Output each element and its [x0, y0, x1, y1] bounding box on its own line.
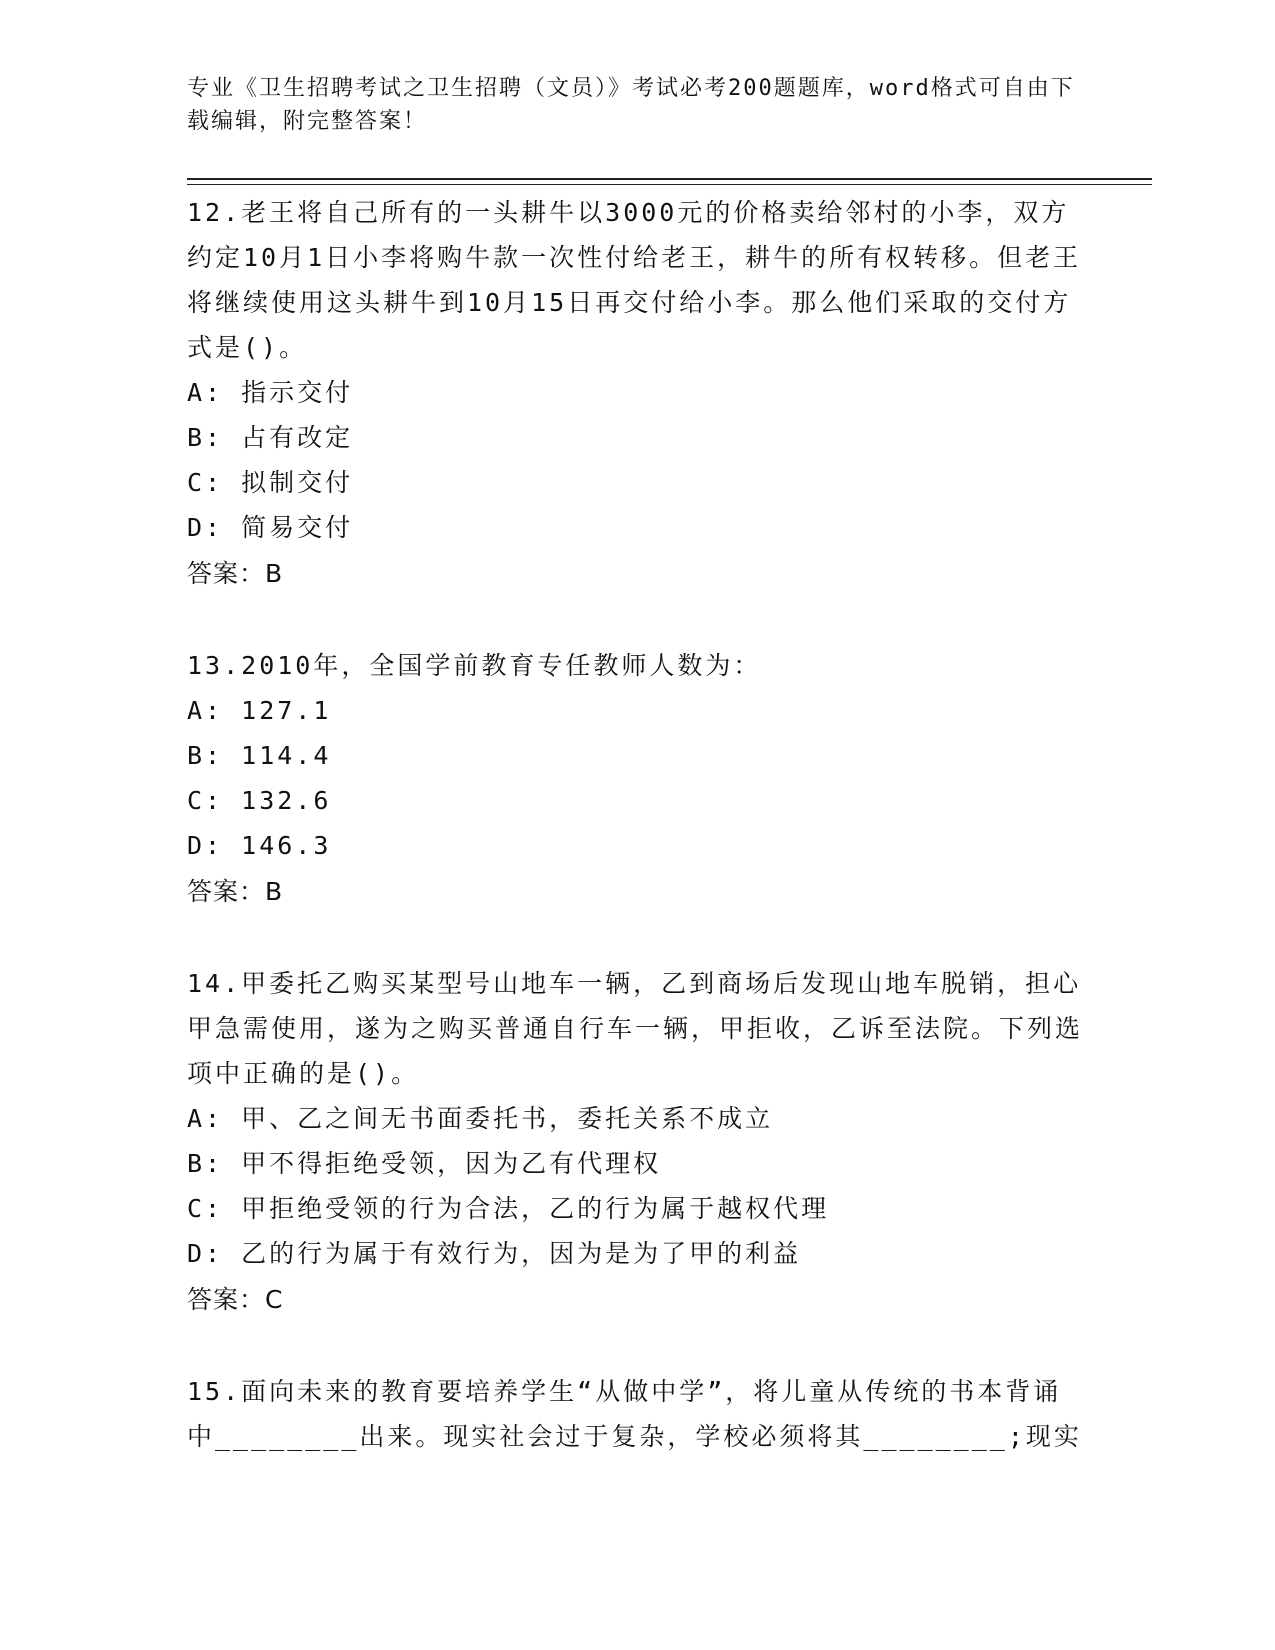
question-text: 14.甲委托乙购买某型号山地车一辆，乙到商场后发现山地车脱销，担心甲急需使用，遂为之购买普通自行车一辆，甲拒收，乙诉至法院。下列选项中正确的是()。 — [187, 969, 1084, 1088]
header-divider-thick — [187, 178, 1152, 180]
option-b: B: 占有改定 — [187, 423, 354, 452]
option-b: B: 114.4 — [187, 741, 332, 770]
question-text: 13.2010年，全国学前教育专任教师人数为： — [187, 651, 762, 680]
option-d: D: 146.3 — [187, 831, 332, 860]
option-d: D: 乙的行为属于有效行为，因为是为了甲的利益 — [187, 1239, 802, 1268]
question-text: 12.老王将自己所有的一头耕牛以3000元的价格卖给邻村的小李，双方约定10月1日小李将购牛款一次性付给老王，耕牛的所有权转移。但老王将继续使用这头耕牛到10月15日再交付给小李。那么他们采取的交付方式是()。 — [187, 198, 1082, 362]
question-15 — [187, 1369, 1087, 1459]
page-header: 专业《卫生招聘考试之卫生招聘（文员）》考试必考200题题库，word格式可自由下载编辑，附完整答案！ — [187, 76, 1075, 134]
question-14 — [187, 961, 1087, 1323]
header-divider-thin — [187, 184, 1152, 185]
option-c: C: 甲拒绝受领的行为合法，乙的行为属于越权代理 — [187, 1194, 830, 1223]
option-b: B: 甲不得拒绝受领，因为乙有代理权 — [187, 1149, 662, 1178]
option-d: D: 简易交付 — [187, 513, 354, 542]
question-text: 15.面向未来的教育要培养学生“从做中学”，将儿童从传统的书本背诵中________出来。现实社会过于复杂，学校必须将其________;现实 — [187, 1377, 1082, 1451]
option-a: A: 指示交付 — [187, 378, 354, 407]
question-list — [187, 190, 1087, 1505]
question-13 — [187, 643, 1087, 915]
option-c: C: 132.6 — [187, 786, 332, 815]
answer: 答案：B — [187, 559, 284, 588]
question-12 — [187, 190, 1087, 597]
answer: 答案：B — [187, 877, 284, 906]
option-a: A: 127.1 — [187, 696, 332, 725]
option-c: C: 拟制交付 — [187, 468, 354, 497]
answer: 答案：C — [187, 1285, 284, 1314]
option-a: A: 甲、乙之间无书面委托书，委托关系不成立 — [187, 1104, 774, 1133]
